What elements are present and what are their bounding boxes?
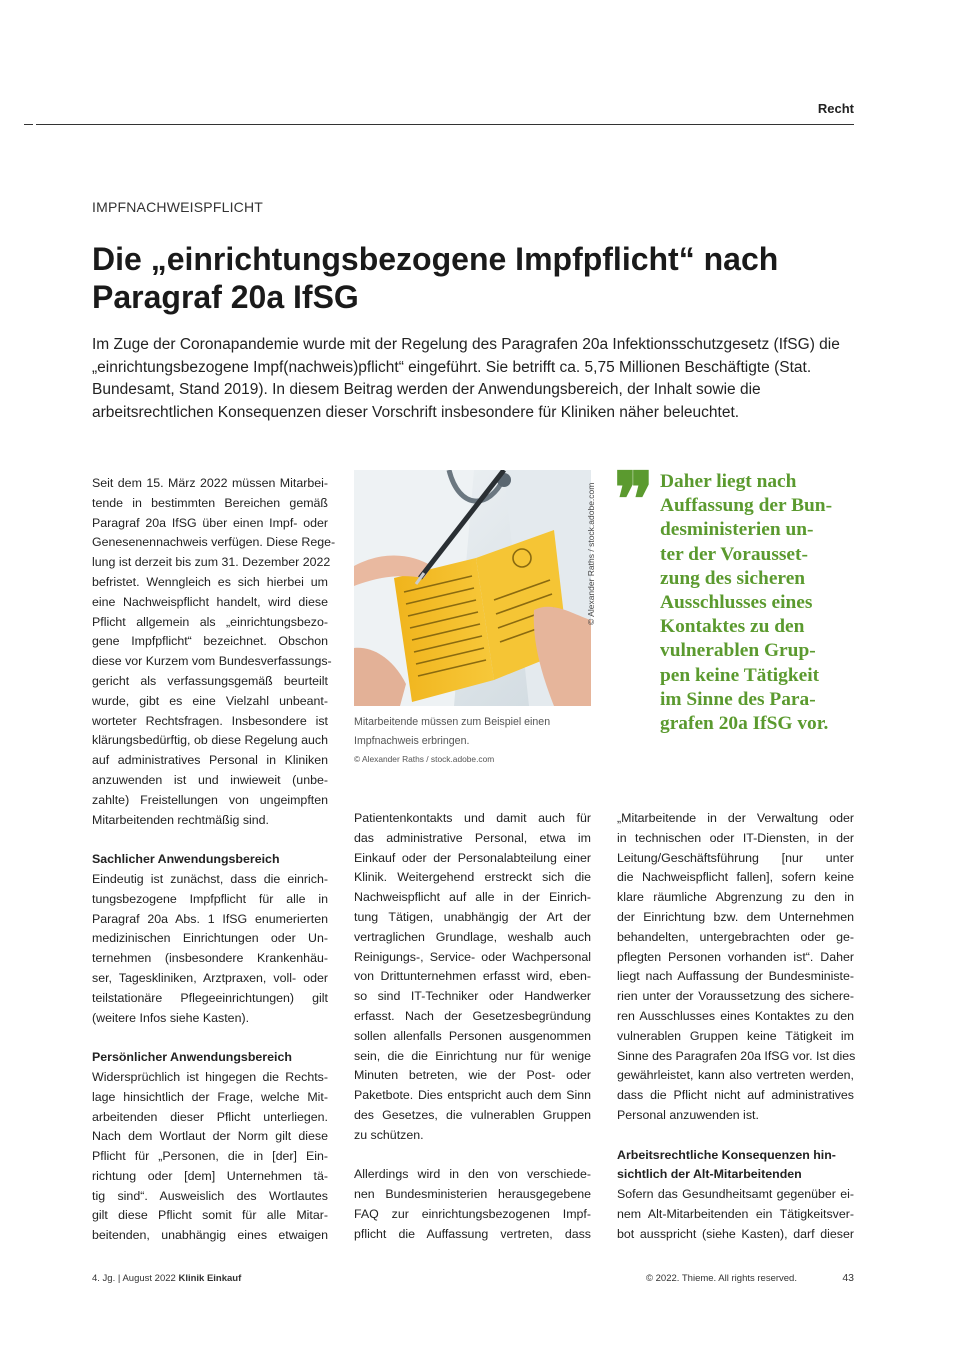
col1-paragraph-2-line: tungsbezogene Impfpflicht für alle in	[92, 891, 328, 906]
header-rule-tick	[24, 124, 33, 125]
col1-paragraph-2-line: ternehmen (insbesondere Krankenhäu-	[92, 951, 328, 966]
paragraph-gap	[354, 1146, 591, 1166]
article-kicker: IMPFNACHWEISPFLICHT	[92, 199, 264, 215]
col3-paragraph-1-line: Sinne des Paragrafen 20a IfSG vor. Ist dies	[617, 1048, 856, 1063]
col2-paragraph-2-line: FAQ zur einrichtungsbezogenen Impf-	[354, 1206, 591, 1221]
pull-quote-line: Daher liegt nach	[660, 471, 797, 492]
col1-paragraph-2-line: ser, Tageskliniken, Arztpraxen, voll- oder	[92, 970, 328, 985]
col1-paragraph-3-line: gilt diese Pflicht somit für alle Mitar-	[92, 1208, 328, 1223]
body-column-1	[92, 474, 336, 1246]
col2-paragraph-1-line: Klinik. Weitergehend erstreckt sich die	[354, 870, 591, 885]
col1-paragraph-2-line: (weitere Infos siehe Kasten).	[92, 1010, 250, 1025]
quote-mark-icon: ❞	[614, 460, 654, 542]
col1-paragraph-1-line: eine Nachweispflicht handelt, wird diese	[92, 594, 328, 609]
col1-paragraph-3-line: Pflicht für „Personen, die in [der] Ein-	[92, 1149, 328, 1164]
col1-paragraph-1-line: auf administratives Personal in Kliniken	[92, 753, 328, 768]
article-title: Die „einrichtungsbezogene Impfpflicht“ nach Paragraf 20a IfSG	[92, 241, 779, 315]
col1-paragraph-2-line: Eindeutig ist zunächst, dass die einrich-	[92, 871, 328, 886]
col3-paragraph-2-line: Sofern das Gesundheitsamt gegenüber ei-	[617, 1187, 854, 1202]
col1-paragraph-1-line: Seit dem 15. März 2022 müssen Mitarbei-	[92, 476, 328, 490]
pull-quote-line: Kontaktes zu den	[660, 616, 805, 638]
photo-credit-vertical: © Alexander Raths / stock.adobe.com	[586, 482, 596, 625]
col3-paragraph-1-line: gewährleistet, kann also vertreten werden,	[617, 1068, 854, 1083]
col3-paragraph-2-line: nem Alt-Mitarbeitenden ein Tätigkeitsver-	[617, 1206, 854, 1221]
col1-paragraph-3-line: richtung oder [dem] Unternehmen tä-	[92, 1168, 328, 1183]
col1-paragraph-1-line: zahlte) Freistellungen von ungeimpften	[92, 792, 328, 807]
col1-paragraph-3-line: Widersprüchlich ist hingegen die Rechts-	[92, 1069, 328, 1084]
col1-paragraph-2-line: teilstationäre Pflegeeinrichtungen) gilt	[92, 990, 328, 1005]
pull-quote-line: zung des sicheren	[660, 567, 806, 589]
vaccination-photo	[354, 470, 596, 706]
col1-paragraph-1-line: wurde, gibt es eine Vielzahl unbeant-	[92, 693, 328, 708]
caption-line-1: Mitarbeitende müssen zum Beispiel einen	[354, 716, 551, 728]
paragraph-gap	[92, 830, 328, 850]
col1-paragraph-1-line: gene Impfpflicht“ bezeichnet. Obschon	[92, 634, 328, 649]
col2-paragraph-2-line: Allerdings wird in den von verschiede-	[354, 1167, 591, 1182]
col1-paragraph-1-line: Genesenennachweis verfügen. Diese Rege-	[92, 535, 336, 550]
col2-paragraph-1-line: das administrative Personal, etwa im	[354, 830, 591, 845]
col1-paragraph-1-line: Paragraf 20a IfSG über einen Impf- oder	[92, 515, 328, 530]
footer-issue: 4. Jg. | August 2022 Klinik Einkauf	[92, 1273, 242, 1284]
col2-paragraph-1-line: von Drittunternehmen erfasst wird, eben-	[354, 969, 591, 984]
col2-paragraph-1-line: Minuten betreten, wie der Post- oder	[354, 1068, 591, 1083]
col3-paragraph-1-line: in technischen oder IT-Diensten, in der	[617, 830, 854, 845]
vaccination-booklet-image	[354, 470, 596, 706]
col3-paragraph-1-line: „Mitarbeitende in der Verwaltung oder	[617, 811, 854, 825]
page-number: 43	[842, 1272, 854, 1284]
col3-paragraph-1-line: pflegten Personen vorhanden ist“. Daher	[617, 949, 854, 964]
col1-paragraph-2-line: Paragraf 20a Abs. 1 IfSG enumerierten	[92, 911, 328, 926]
subheading-sachlicher-anwendungsbereich: Sachlicher Anwendungsbereich	[92, 852, 280, 867]
caption-line-2: Impfnachweis erbringen.	[354, 735, 470, 747]
caption-credit: © Alexander Raths / stock.adobe.com	[354, 754, 495, 764]
col3-paragraph-1-line: ren Ausschlusses eines Kontaktes zu den	[617, 1008, 854, 1023]
col2-paragraph-1-line: Reinigungs-, Service- oder Wachpersonal	[354, 949, 591, 964]
col1-paragraph-1-line: klärungsbedürftig, ob diese Regelung auch	[92, 733, 328, 748]
col2-paragraph-2-line: pflicht die Auffassung vertreten, dass	[354, 1226, 591, 1241]
col2-paragraph-1-line: zu schützen.	[354, 1127, 424, 1142]
subheading-arbeitsrechtliche-konsequenzen-2: sichtlich der Alt-Mitarbeitenden	[617, 1167, 802, 1182]
col1-paragraph-2-line: medizinischen Einrichtungen oder Un-	[92, 931, 328, 946]
section-label: Recht	[817, 101, 854, 116]
article-lead: Im Zuge der Coronapandemie wurde mit der Regelung des Paragrafen 20a Infektionsschutzgesetz (IfSG) die „einrichtungsbezogene Impf(nachweis)pflicht“ eingeführt. Sie betrifft ca. 5,75 Millionen Beschäftigte (Stat. Bundesamt, Stand 2019). In diesem Beitrag werden der Anwendungsbereich, der Inhalt sowie die arbeitsrechtlichen Konsequenzen dieser Vorschrift insbesondere für Kliniken näher beleuchtet.	[92, 336, 840, 421]
col3-paragraph-1-line: klare räumliche Abgrenzung zu den in	[617, 890, 854, 905]
col2-paragraph-1-line: so sind IT-Techniker oder Handwerker	[354, 989, 591, 1004]
col3-paragraph-1-line: dass die Pflicht nicht auf administratives	[617, 1088, 854, 1103]
subheading-persoenlicher-anwendungsbereich: Persönlicher Anwendungsbereich	[92, 1050, 292, 1065]
col1-paragraph-1-line: tende in bestimmten Bereichen gemäß	[92, 495, 328, 510]
col2-paragraph-1-line: vertraglichen Grundlage, weshalb auch	[354, 929, 591, 944]
pull-quote-line: grafen 20a IfSG vor.	[660, 713, 829, 735]
figure-caption	[354, 713, 594, 767]
col3-paragraph-1-line: die Nachweispflicht fallen], sofern keine	[617, 870, 854, 885]
subheading-arbeitsrechtliche-konsequenzen: Arbeitsrechtliche Konsequenzen hin-	[617, 1147, 836, 1162]
col3-paragraph-1-line: liegt nach Auffassung der Bundesministe-	[617, 969, 854, 984]
col1-paragraph-3-line: tig sind“. Ausweislich des Wortlautes	[92, 1188, 328, 1203]
footer-copyright: © 2022. Thieme. All rights reserved.	[646, 1273, 797, 1284]
col3-paragraph-1-line: behandelten, untergebrachten oder ge-	[617, 929, 854, 944]
col1-paragraph-3-line: lage hinsichtlich der Frage, welche Mit-	[92, 1089, 328, 1104]
pull-quote-line: vulnerablen Grup-	[660, 640, 816, 662]
pull-quote-line: im Sinne des Para-	[660, 688, 816, 710]
col1-paragraph-1-line: worteter Rechtsfragen. Insbesondere ist	[92, 713, 328, 728]
pull-quote-line: ter der Vorausset-	[660, 543, 808, 565]
col1-paragraph-1-line: befristet. Wenngleich es sich hierbei um	[92, 574, 328, 589]
pull-quote-line: Auffassung der Bun-	[660, 495, 833, 517]
col2-paragraph-1-line: Paketbote. Dies entspricht auch dem Sinn	[354, 1088, 591, 1103]
col3-paragraph-2-line: bot ausspricht (siehe Kasten), darf dieser	[617, 1226, 854, 1241]
col3-paragraph-1-line: vulnerablen Gruppen keine Tätigkeit im	[617, 1028, 854, 1043]
body-column-3	[617, 809, 854, 1245]
pull-quote-line: pen keine Tätigkeit	[660, 664, 820, 686]
col1-paragraph-1-line: Pflicht allgemein als „einrichtungsbezo-	[92, 614, 328, 629]
col1-paragraph-1-line: diese vor Kurzem vom Bundesverfassungs-	[92, 654, 332, 669]
col2-paragraph-1-line: sollen allenfalls Personen ausgenommen	[354, 1028, 591, 1043]
col2-paragraph-1-line: sein, die die Einrichtung nur für wenige	[354, 1048, 591, 1063]
col2-paragraph-2-line: nen Bundesministerien herausgegebene	[354, 1187, 591, 1202]
col1-paragraph-1-line: gericht als verfassungsgemäß beurteilt	[92, 673, 328, 688]
col3-paragraph-1-line: Personal anzuwenden ist.	[617, 1107, 759, 1122]
paragraph-gap	[617, 1126, 854, 1146]
col1-paragraph-3-line: beitenden, unabhängig eines etwaigen	[92, 1228, 328, 1243]
pull-quote-line: desministerien un-	[660, 519, 814, 541]
col3-paragraph-1-line: der Einrichtung bzw. dem Unternehmen	[617, 909, 854, 924]
pull-quote	[660, 470, 860, 736]
col2-paragraph-1-line: erfasst. Nach der Gesetzesbegründung	[354, 1008, 591, 1023]
paragraph-gap	[92, 1028, 328, 1048]
col1-paragraph-1-line: lung ist derzeit bis zum 31. Dezember 2022	[92, 555, 331, 570]
col3-paragraph-1-line: Leitung/Geschäftsführung [nur unter	[617, 850, 854, 865]
col2-paragraph-1-line: Nachweispflicht auf alle in der Einrich-	[354, 890, 591, 905]
col2-paragraph-1-line: Einkauf oder der Personalabteilung einer	[354, 850, 591, 865]
header-rule	[36, 124, 854, 125]
col2-paragraph-1-line: tung Tätigen, unabhängig der Art der	[354, 909, 591, 924]
col1-paragraph-3-line: arbeitenden dieser Pflicht unterliegen.	[92, 1109, 328, 1124]
col1-paragraph-1-line: Mitarbeitenden rechtmäßig sind.	[92, 812, 269, 827]
col3-paragraph-1-line: rien unter der Voraussetzung des sichere-	[617, 989, 854, 1004]
col2-paragraph-1-line: des Gesetzes, die vulnerablen Gruppen	[354, 1107, 591, 1122]
col2-paragraph-1-line: Patientenkontakts und damit auch für	[354, 811, 591, 825]
body-column-2	[354, 809, 591, 1245]
pull-quote-line: Ausschlusses eines	[660, 592, 813, 614]
footer-journal: Klinik Einkauf	[178, 1273, 242, 1284]
col1-paragraph-3-line: Nach dem Wortlaut der Norm gilt diese	[92, 1129, 328, 1144]
col1-paragraph-1-line: anzuwenden ist und inwieweit (unbe-	[92, 772, 328, 787]
